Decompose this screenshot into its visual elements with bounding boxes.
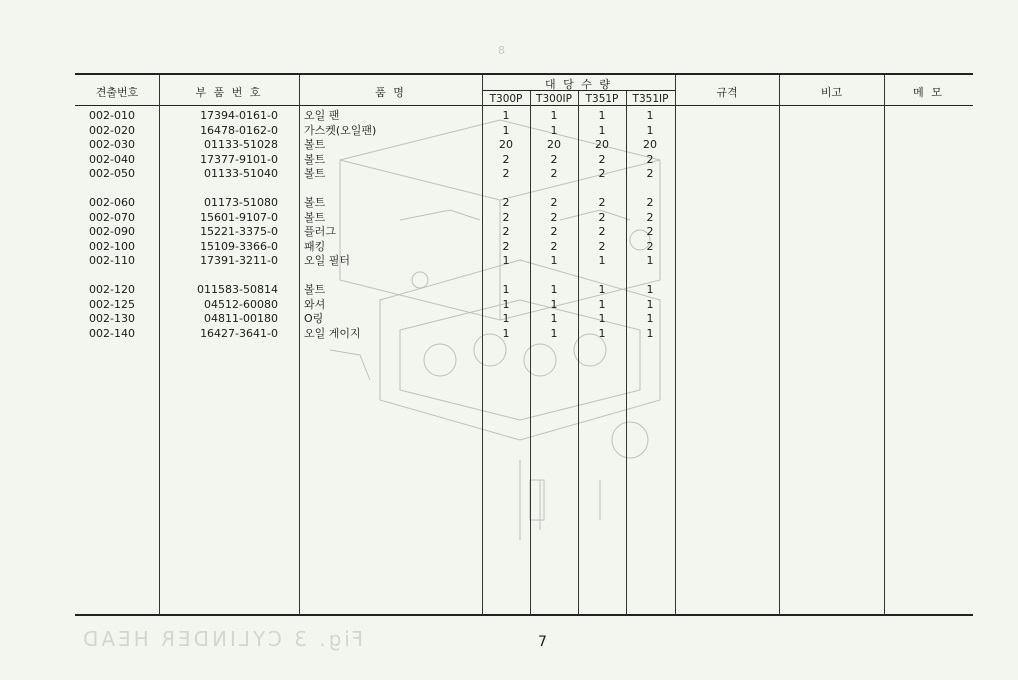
row-qty: 1 xyxy=(598,254,606,267)
header-memo: 메 모 xyxy=(913,86,944,99)
row-qty: 2 xyxy=(646,196,654,209)
header-model: T351P xyxy=(585,93,619,105)
row-part-name: 오일 게이지 xyxy=(304,326,361,340)
table-top-border xyxy=(75,73,973,75)
row-part-no: 17391-3211-0 xyxy=(200,254,278,267)
header-part-no: 부 품 번 호 xyxy=(195,86,263,99)
row-part-no: 04512-60080 xyxy=(204,297,278,311)
row-ref-no: 002-110 xyxy=(89,254,135,267)
row-qty: 1 xyxy=(646,312,654,325)
row-qty: 2 xyxy=(598,152,606,166)
row-part-no: 16478-0162-0 xyxy=(200,123,278,137)
row-qty: 2 xyxy=(502,239,510,253)
row-ref-no: 002-040 xyxy=(89,152,135,166)
row-part-no: 01173-51080 xyxy=(204,196,278,209)
row-qty: 2 xyxy=(646,210,654,224)
row-qty: 1 xyxy=(646,297,654,311)
row-qty: 2 xyxy=(550,225,558,238)
header-model: T300P xyxy=(489,93,523,105)
row-part-name: 가스켓(오일팬) xyxy=(304,123,377,137)
row-ref-no: 002-090 xyxy=(89,225,135,238)
row-part-no: 15221-3375-0 xyxy=(200,225,278,238)
header-remark: 비고 xyxy=(820,86,843,99)
row-part-no: 16427-3641-0 xyxy=(200,326,278,340)
row-qty: 2 xyxy=(646,225,654,238)
row-ref-no: 002-060 xyxy=(89,196,135,209)
bleed-through-mark: 8 xyxy=(498,44,505,57)
col-divider xyxy=(299,75,300,615)
header-ref-no: 견출번호 xyxy=(95,86,139,99)
row-qty: 2 xyxy=(502,196,510,209)
col-divider xyxy=(675,75,676,615)
row-qty: 1 xyxy=(502,283,510,296)
col-divider xyxy=(884,75,885,615)
row-qty: 1 xyxy=(598,312,606,325)
row-qty: 1 xyxy=(550,254,558,267)
row-qty: 1 xyxy=(502,326,510,340)
row-part-no: 01133-51040 xyxy=(204,167,278,180)
row-qty: 1 xyxy=(502,123,510,137)
row-ref-no: 002-050 xyxy=(89,167,135,180)
row-part-no: 01133-51028 xyxy=(204,138,278,151)
row-qty: 20 xyxy=(547,138,561,151)
row-ref-no: 002-010 xyxy=(89,109,135,122)
header-model: T351IP xyxy=(632,93,669,105)
header-part-name: 품 명 xyxy=(375,86,406,99)
row-part-no: 011583-50814 xyxy=(197,283,278,296)
row-qty: 2 xyxy=(550,167,558,180)
row-qty: 2 xyxy=(550,239,558,253)
row-qty: 2 xyxy=(502,152,510,166)
row-qty: 1 xyxy=(646,254,654,267)
row-qty: 20 xyxy=(499,138,513,151)
row-qty: 2 xyxy=(550,196,558,209)
row-qty: 1 xyxy=(550,109,558,122)
header-qty: 대 당 수 량 xyxy=(545,78,612,91)
row-qty: 1 xyxy=(550,283,558,296)
row-ref-no: 002-125 xyxy=(89,297,135,311)
row-qty: 2 xyxy=(502,210,510,224)
row-ref-no: 002-130 xyxy=(89,312,135,325)
row-part-no: 15109-3366-0 xyxy=(200,239,278,253)
row-qty: 1 xyxy=(646,123,654,137)
row-part-name: 볼트 xyxy=(304,152,326,166)
row-qty: 2 xyxy=(646,239,654,253)
row-part-no: 15601-9107-0 xyxy=(200,210,278,224)
row-qty: 1 xyxy=(598,123,606,137)
row-part-name: 플러그 xyxy=(304,225,336,238)
row-part-no: 17394-0161-0 xyxy=(200,109,278,122)
row-qty: 2 xyxy=(598,167,606,180)
row-part-name: 볼트 xyxy=(304,210,326,224)
row-qty: 20 xyxy=(643,138,657,151)
row-part-name: 패킹 xyxy=(304,239,326,253)
row-qty: 1 xyxy=(502,109,510,122)
row-qty: 2 xyxy=(598,196,606,209)
row-ref-no: 002-030 xyxy=(89,138,135,151)
col-divider xyxy=(779,75,780,615)
row-qty: 2 xyxy=(598,225,606,238)
row-qty: 2 xyxy=(646,152,654,166)
table-bottom-border xyxy=(75,614,973,616)
row-qty: 1 xyxy=(598,297,606,311)
row-ref-no: 002-070 xyxy=(89,210,135,224)
row-qty: 1 xyxy=(646,326,654,340)
row-qty: 1 xyxy=(550,326,558,340)
bleed-through-text: Fig. 3 CYLINDER HEAD xyxy=(80,627,363,651)
row-part-no: 17377-9101-0 xyxy=(200,152,278,166)
row-part-name: 오일 필터 xyxy=(304,254,351,267)
row-qty: 1 xyxy=(550,312,558,325)
row-part-name: 볼트 xyxy=(304,167,326,180)
row-part-name: 와셔 xyxy=(304,297,326,311)
row-qty: 1 xyxy=(550,297,558,311)
row-qty: 1 xyxy=(598,326,606,340)
row-qty: 1 xyxy=(598,283,606,296)
row-qty: 1 xyxy=(550,123,558,137)
row-qty: 1 xyxy=(502,312,510,325)
row-qty: 2 xyxy=(502,167,510,180)
header-spec: 규격 xyxy=(716,86,738,99)
row-part-name: O링 xyxy=(304,312,324,325)
row-qty: 2 xyxy=(502,225,510,238)
row-part-no: 04811-00180 xyxy=(204,312,278,325)
row-ref-no: 002-100 xyxy=(89,239,135,253)
row-qty: 2 xyxy=(598,210,606,224)
row-part-name: 볼트 xyxy=(304,138,326,151)
row-ref-no: 002-120 xyxy=(89,283,135,296)
row-qty: 1 xyxy=(502,254,510,267)
row-qty: 2 xyxy=(550,210,558,224)
row-qty: 2 xyxy=(646,167,654,180)
row-qty: 20 xyxy=(595,138,609,151)
row-part-name: 볼트 xyxy=(304,196,326,209)
page-number: 7 xyxy=(538,634,547,650)
row-ref-no: 002-140 xyxy=(89,326,135,340)
row-qty: 2 xyxy=(598,239,606,253)
row-ref-no: 002-020 xyxy=(89,123,135,137)
row-qty: 1 xyxy=(502,297,510,311)
row-qty: 2 xyxy=(550,152,558,166)
header-bottom-border xyxy=(75,105,973,106)
header-model: T300IP xyxy=(536,93,572,105)
row-part-name: 볼트 xyxy=(304,283,326,296)
row-part-name: 오일 팬 xyxy=(304,109,340,122)
row-qty: 1 xyxy=(598,109,606,122)
row-qty: 1 xyxy=(646,109,654,122)
row-qty: 1 xyxy=(646,283,654,296)
